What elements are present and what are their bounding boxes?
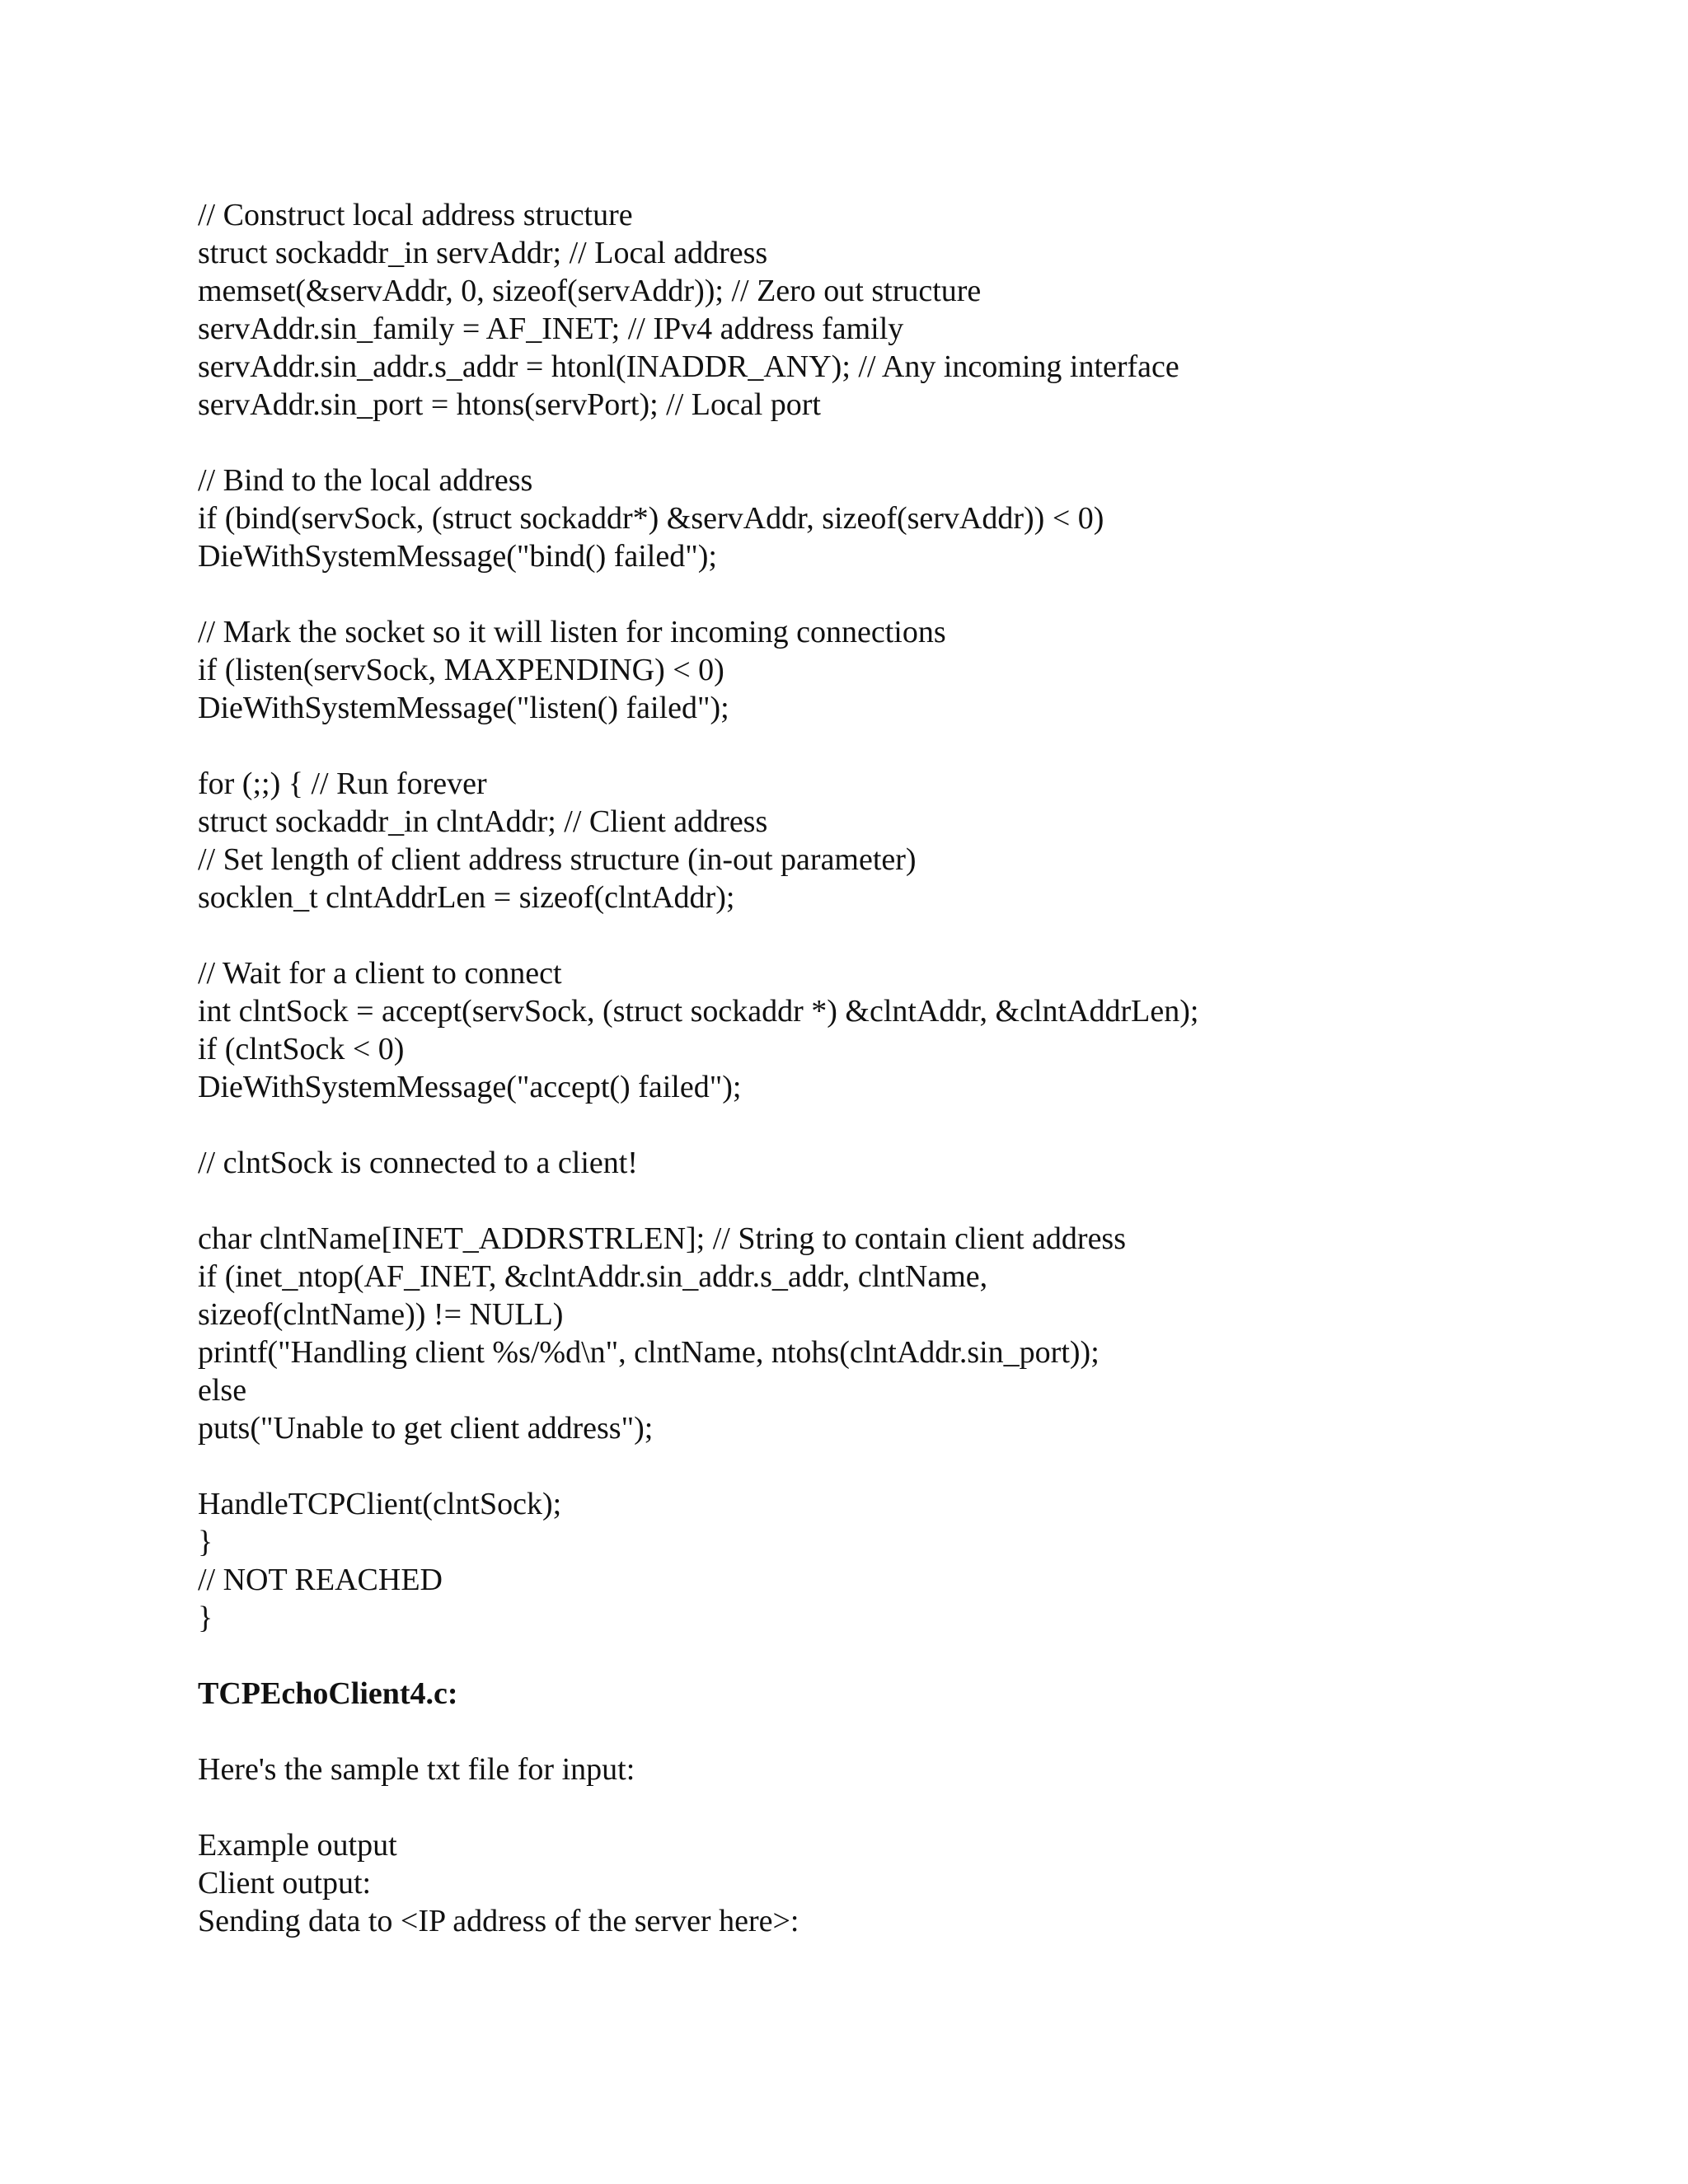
document-body [198, 196, 1615, 1940]
code-line: if (bind(servSock, (struct sockaddr*) &servAddr, sizeof(servAddr)) < 0) [198, 501, 1104, 536]
code-line: if (clntSock < 0) [198, 1032, 405, 1066]
code-line: int clntSock = accept(servSock, (struct sockaddr *) &clntAddr, &clntAddrLen); [198, 994, 1199, 1029]
code-line: if (listen(servSock, MAXPENDING) < 0) [198, 653, 724, 687]
code-line: sizeof(clntName)) != NULL) [198, 1297, 564, 1332]
code-line: DieWithSystemMessage("accept() failed"); [198, 1070, 742, 1104]
text-line: Client output: [198, 1866, 372, 1900]
blank-line [198, 1447, 1615, 1485]
code-line: // Mark the socket so it will listen for incoming connections [198, 615, 946, 649]
text-line: Example output [198, 1828, 397, 1863]
code-line: // Construct local address structure [198, 198, 633, 232]
blank-line [198, 916, 1615, 954]
code-line: // clntSock is connected to a client! [198, 1146, 638, 1180]
code-line: socklen_t clntAddrLen = sizeof(clntAddr); [198, 880, 735, 915]
section-heading: TCPEchoClient4.c: [198, 1676, 458, 1711]
code-line: // Wait for a client to connect [198, 956, 562, 991]
blank-line [198, 1106, 1615, 1144]
blank-line [198, 575, 1615, 613]
code-line: struct sockaddr_in servAddr; // Local address [198, 236, 768, 270]
text-line: Sending data to <IP address of the server here>: [198, 1904, 799, 1938]
code-line: HandleTCPClient(clntSock); [198, 1487, 562, 1521]
code-line: DieWithSystemMessage("listen() failed"); [198, 691, 729, 725]
blank-line [198, 424, 1615, 462]
code-line: servAddr.sin_port = htons(servPort); // Local port [198, 387, 821, 422]
code-line: for (;;) { // Run forever [198, 766, 487, 801]
text-line: Here's the sample txt file for input: [198, 1752, 635, 1787]
code-line: struct sockaddr_in clntAddr; // Client address [198, 804, 768, 839]
code-line: else [198, 1373, 247, 1408]
code-line: DieWithSystemMessage("bind() failed"); [198, 539, 717, 574]
code-line: } [198, 1525, 213, 1559]
code-line: if (inet_ntop(AF_INET, &clntAddr.sin_addr.s_addr, clntName, [198, 1259, 988, 1294]
code-line: servAddr.sin_family = AF_INET; // IPv4 address family [198, 312, 904, 346]
blank-line [198, 727, 1615, 765]
code-line: puts("Unable to get client address"); [198, 1411, 654, 1446]
code-line: // Bind to the local address [198, 463, 533, 498]
code-line: // Set length of client address structure (in-out parameter) [198, 842, 917, 877]
code-line: // NOT REACHED [198, 1563, 443, 1597]
code-line: char clntName[INET_ADDRSTRLEN]; // String to contain client address [198, 1221, 1127, 1256]
code-line: servAddr.sin_addr.s_addr = htonl(INADDR_ANY); // Any incoming interface [198, 349, 1179, 384]
code-line: printf("Handling client %s/%d\n", clntName, ntohs(clntAddr.sin_port)); [198, 1335, 1100, 1370]
blank-line [198, 1788, 1615, 1826]
blank-line [198, 1713, 1615, 1750]
blank-line [198, 1182, 1615, 1220]
code-line: } [198, 1601, 213, 1635]
blank-line [198, 1637, 1615, 1675]
code-line: memset(&servAddr, 0, sizeof(servAddr)); // Zero out structure [198, 274, 982, 308]
